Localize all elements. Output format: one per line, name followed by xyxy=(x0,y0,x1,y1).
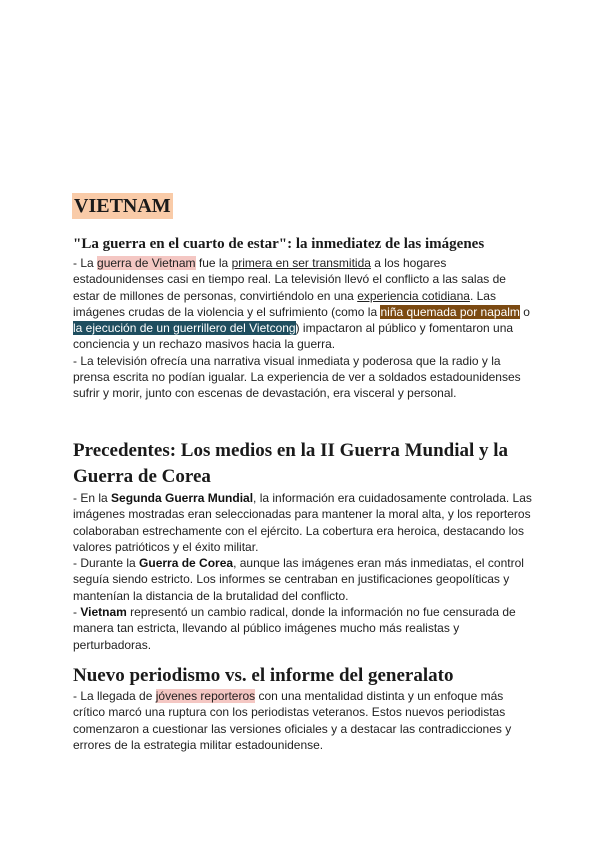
highlight-nina-napalm: niña quemada por napalm xyxy=(380,304,520,319)
bold-segunda-guerra: Segunda Guerra Mundial xyxy=(111,491,254,505)
text: - xyxy=(73,605,81,620)
text: , la información era cuidadosamente controlada. Las imágenes mostradas eran seleccionadas para mantener la moral alta, y los reporteros colaboraban estrechamente con el ejército. La cobertura era heroica, destacando los valores patrióticos y el éxito militar. xyxy=(73,491,532,554)
paragraph xyxy=(73,490,533,555)
section-body-inmediatez xyxy=(73,255,533,402)
section-heading-inmediatez: "La guerra en el cuarto de estar": la inmediatez de las imágenes xyxy=(73,236,485,252)
text: ) impactaron al público y fomentaron una conciencia y un rechazo masivos hacia la guerra. xyxy=(73,321,514,352)
bold-guerra-corea: Guerra de Corea xyxy=(139,556,234,571)
paragraph: - La televisión ofrecía una narrativa visual inmediata y poderosa que la radio y la prensa escrita no podían igualar. La experiencia de ver a soldados estadounidenses sufrir y morir, junto con escenas de devastación, era visceral y personal. xyxy=(73,353,521,401)
text: - La llegada de xyxy=(73,689,156,703)
text: . Las imágenes crudas de la violencia y el sufrimiento (como la xyxy=(73,288,496,319)
highlight-guerra-vietnam: guerra de Vietnam xyxy=(97,256,196,270)
text: con una mentalidad distinta y un enfoque más crítico marcó una ruptura con los periodistas veteranos. Estos nuevos periodistas comenzaron a cuestionar las versiones oficiales y a destacar las contradicciones y errores de la estrategia militar estadounidense. xyxy=(73,689,512,752)
text: fue la xyxy=(195,256,232,270)
section-heading-nuevo-periodismo: Nuevo periodismo vs. el informe del generalato xyxy=(73,665,454,686)
bold-vietnam: Vietnam xyxy=(80,605,127,620)
underlined-experiencia-cotidiana: experiencia cotidiana xyxy=(357,288,470,303)
paragraph xyxy=(73,604,533,653)
text: representó un cambio radical, donde la información no fue censurada de manera tan estricta, llevando al público imágenes mucho más realistas y perturbadoras. xyxy=(73,605,516,652)
underlined-primera-transmitida: primera en ser transmitida xyxy=(231,256,371,270)
text: a los hogares estadounidenses casi en tiempo real. La televisión llevó el conflicto a las salas de estar de millones de personas, convirtiéndolo en una xyxy=(73,256,506,303)
section-heading-precedentes: Precedentes: Los medios en la II Guerra Mundial y la Guerra de Corea xyxy=(73,440,509,487)
paragraph xyxy=(73,255,533,353)
text: , aunque las imágenes eran más inmediatas, el control seguía siendo estricto. Los informes se centraban en justificaciones geopolíticas y mantenían la distancia de la brutalidad del conflicto. xyxy=(73,556,524,603)
section-body-precedentes xyxy=(73,490,533,653)
text: o xyxy=(519,304,530,319)
section-body-nuevo-periodismo xyxy=(73,688,533,753)
paragraph xyxy=(73,688,533,753)
highlight-ejecucion-vietcong: la ejecución de un guerrillero del Vietcong xyxy=(73,321,296,336)
text: - La xyxy=(73,256,98,270)
text: - Durante la xyxy=(73,556,140,571)
paragraph xyxy=(73,555,533,604)
highlight-jovenes-reporteros: jóvenes reporteros xyxy=(155,689,256,703)
text: - En la xyxy=(73,491,112,505)
document-title: VIETNAM xyxy=(74,195,171,217)
